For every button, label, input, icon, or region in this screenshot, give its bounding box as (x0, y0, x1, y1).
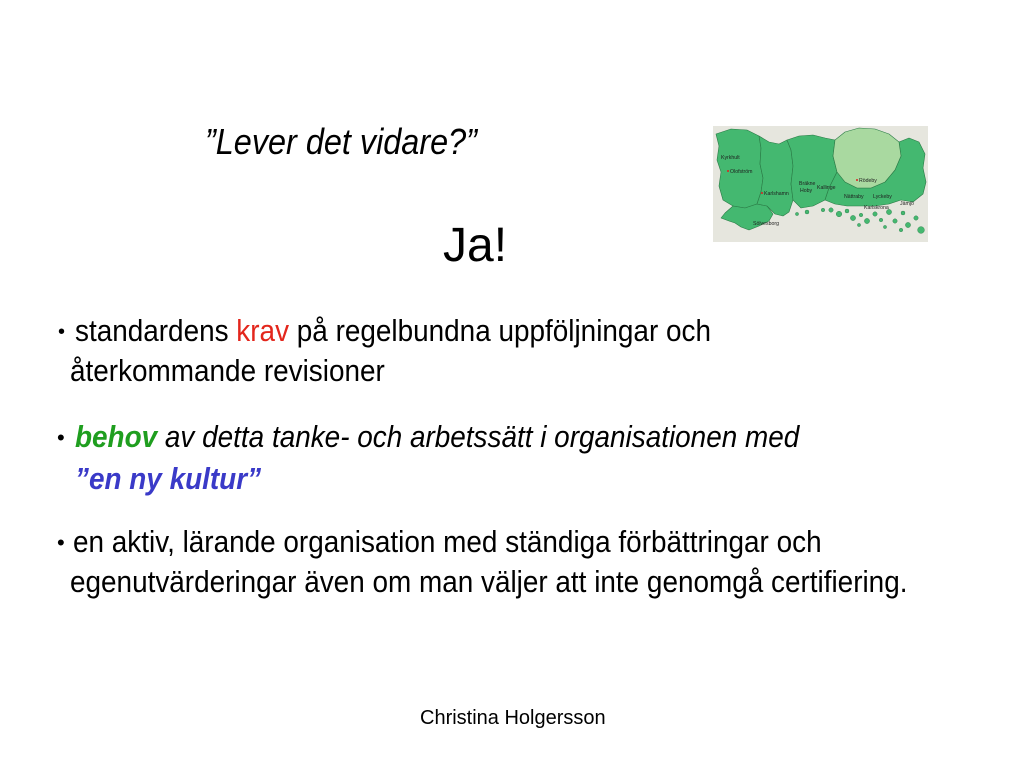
map-island (821, 208, 825, 212)
map-island (918, 227, 925, 234)
map-island (829, 208, 833, 212)
map-island (836, 211, 842, 217)
bullet-2-line-1 (75, 421, 799, 452)
keyword-krav: krav (236, 313, 290, 348)
map-island (914, 216, 918, 220)
bullet-3-line-2: egenutvärderingar även om man väljer att inte genomgå certifiering. (70, 564, 908, 599)
map-island (795, 212, 798, 215)
bullet-marker: • (58, 321, 66, 343)
blekinge-map-image (713, 126, 928, 242)
map-label: Sölvesborg (753, 221, 779, 227)
slide-title: ”Lever det vidare?” (205, 121, 477, 162)
town-marker (856, 179, 858, 181)
map-island (883, 225, 886, 228)
map-island (905, 222, 910, 227)
map-island (859, 213, 863, 217)
map-label: Karlskrona (864, 205, 889, 211)
map-region-karlshamn (757, 136, 793, 216)
map-island (899, 228, 903, 232)
bullet-1-line-2: återkommande revisioner (70, 353, 385, 388)
bullet-3-line-1: en aktiv, lärande organisation med ständiga förbättringar och (73, 524, 822, 559)
map-label: Olofström (730, 169, 753, 175)
map-label: Bräkne (799, 181, 816, 187)
bullet-1-line-1 (75, 315, 711, 346)
map-island (901, 211, 905, 215)
footer-author: Christina Holgersson (420, 707, 606, 729)
bullet-1-text-start: standardens (75, 313, 237, 348)
bullet-2-text: av detta tanke- och arbetssätt i organisationen med (157, 419, 800, 454)
map-island (845, 209, 849, 213)
map-label: Nättraby (844, 194, 864, 200)
answer-text: Ja! (443, 219, 508, 272)
map-label: Hoby (800, 188, 813, 194)
bullet-1-text-end: på regelbundna uppföljningar och (289, 313, 711, 348)
map-label: Rödeby (859, 178, 877, 184)
keyword-ny-kultur: ”en ny kultur” (75, 461, 262, 496)
map-island (850, 215, 855, 220)
map-island (893, 219, 897, 223)
map-island (873, 212, 877, 216)
map-label: Jämjö (900, 201, 914, 207)
map-island (864, 218, 869, 223)
map-label: Karlshamn (764, 191, 789, 197)
map-label: Kyrkhult (721, 155, 740, 161)
map-island (805, 210, 809, 214)
map-island (879, 218, 883, 222)
town-marker (727, 170, 729, 172)
town-marker (761, 192, 763, 194)
map-label: Kallinge (817, 185, 836, 191)
map-label: Lyckeby (873, 194, 892, 200)
keyword-behov: behov (75, 419, 158, 454)
map-island (857, 223, 860, 226)
bullet-marker: • (57, 425, 65, 450)
bullet-marker: • (57, 530, 65, 555)
